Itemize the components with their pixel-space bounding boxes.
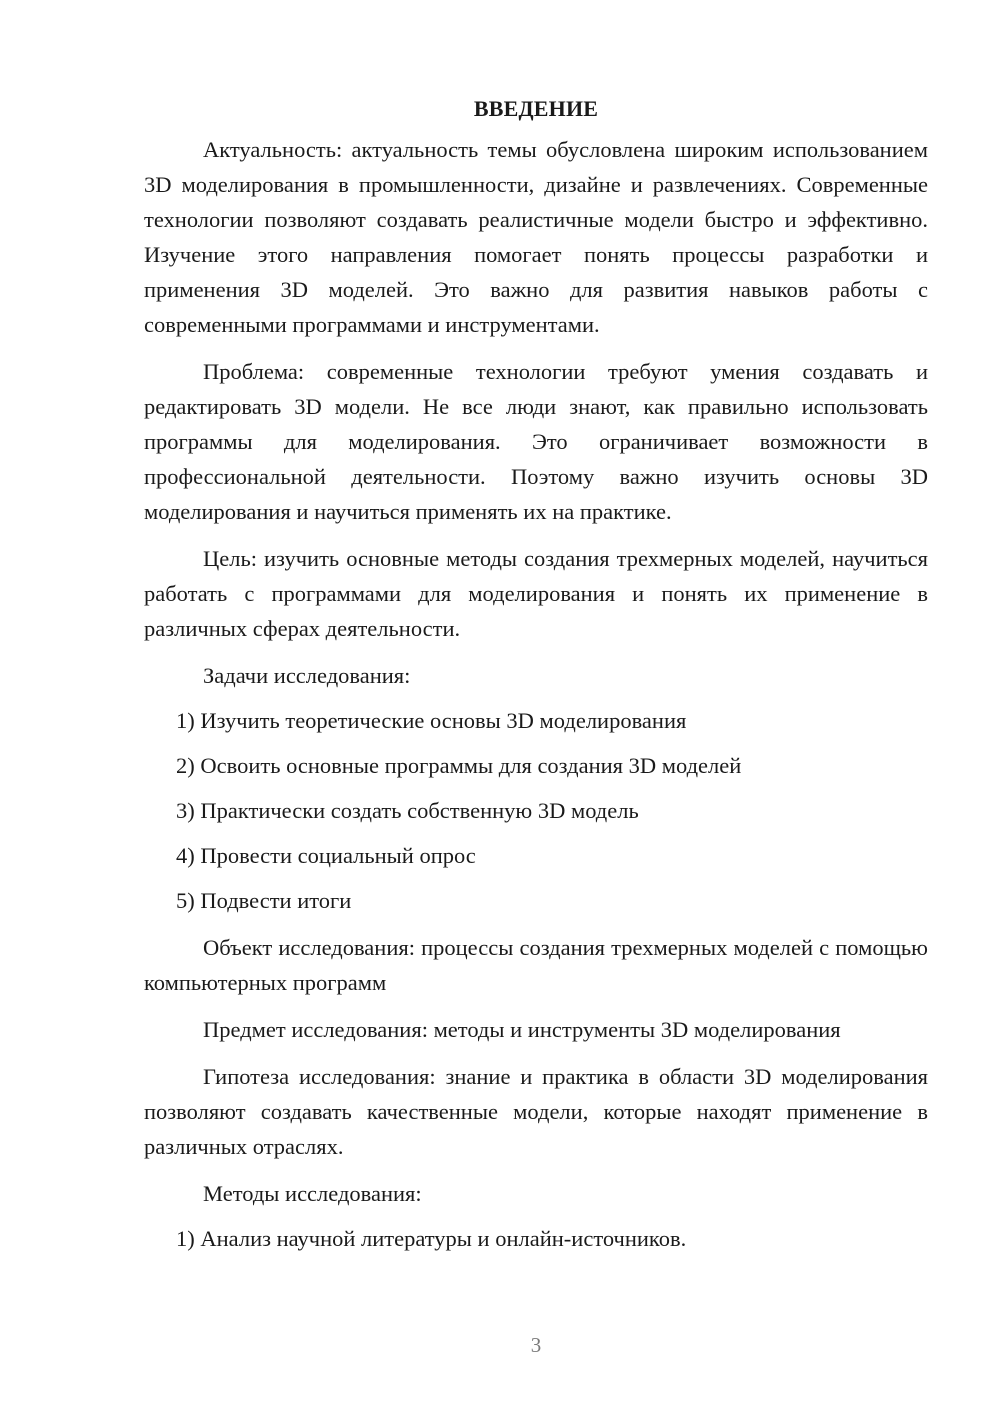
tasks-label: Задачи исследования: — [203, 663, 411, 688]
task-item-2: 2) Освоить основные программы для создания 3D моделей — [176, 753, 742, 778]
document-page — [144, 92, 928, 1256]
paragraph-hypothesis: Гипотеза исследования: знание и практика в области 3D моделирования позволяют создавать качественные модели, которые находят применение в различных отраслях. — [144, 1064, 928, 1159]
task-item-5: 5) Подвести итоги — [176, 888, 352, 913]
task-item-3: 3) Практически создать собственную 3D модель — [176, 798, 639, 823]
page-number: 3 — [530, 1333, 542, 1357]
section-heading: ВВЕДЕНИЕ — [473, 96, 599, 121]
methods-label: Методы исследования: — [203, 1181, 422, 1206]
task-item-4: 4) Провести социальный опрос — [176, 843, 476, 868]
paragraph-object: Объект исследования: процессы создания трехмерных моделей с помощью компьютерных программ — [144, 935, 928, 995]
paragraph-subject: Предмет исследования: методы и инструменты 3D моделирования — [203, 1017, 841, 1042]
task-item-1: 1) Изучить теоретические основы 3D моделирования — [176, 708, 687, 733]
paragraph-relevance: Актуальность: актуальность темы обусловлена широким использованием 3D моделирования в промышленности, дизайне и развлечениях. Современные технологии позволяют создавать реалистичные модели быстро и эффективно. Изучение этого направления помогает понять процессы разработки и применения 3D моделей. Это важно для развития навыков работы с современными программами и инструментами. — [144, 137, 928, 337]
method-item-1: 1) Анализ научной литературы и онлайн-источников. — [176, 1226, 687, 1251]
paragraph-goal: Цель: изучить основные методы создания трехмерных моделей, научиться работать с программами для моделирования и понять их применение в различных сферах деятельности. — [144, 546, 928, 641]
paragraph-problem: Проблема: современные технологии требуют умения создавать и редактировать 3D модели. Не все люди знают, как правильно использовать программы для моделирования. Это ограничивает возможности в профессиональной деятельности. Поэтому важно изучить основы 3D моделирования и научиться применять их на практике. — [144, 359, 928, 524]
